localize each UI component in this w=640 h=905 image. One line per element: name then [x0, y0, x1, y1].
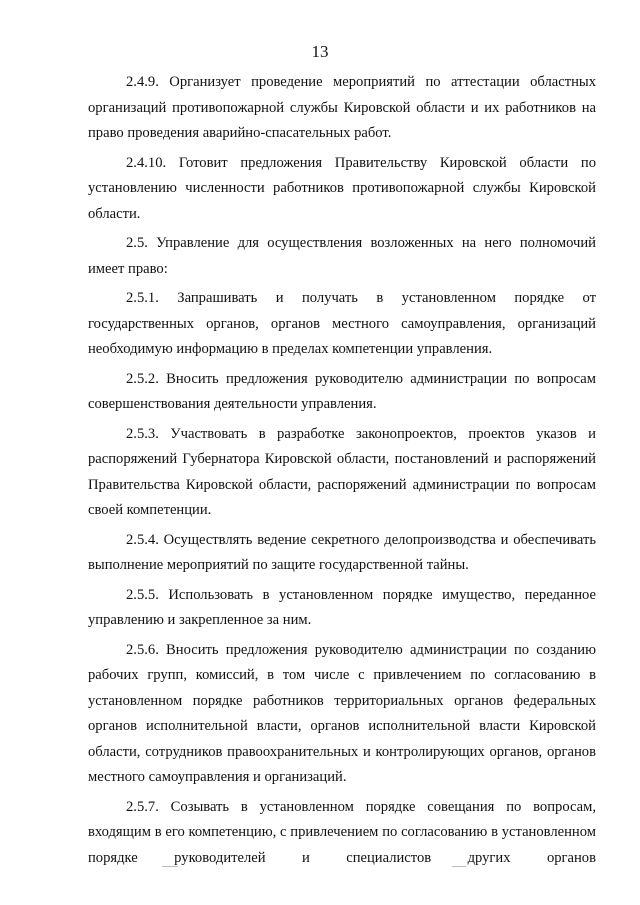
- paragraph-2-5: 2.5. Управление для осуществления возложенных на него полномочий имеет право:: [88, 235, 596, 277]
- paragraph-2-5-1: 2.5.1. Запрашивать и получать в установленном порядке от государственных органов, органов местного самоуправления, организаций необходимую информацию в пределах компетенции управления.: [88, 290, 596, 357]
- paragraph-2-4-9: 2.4.9. Организует проведение мероприятий по аттестации областных организаций противопожарной службы Кировской области и их работников на право проведения аварийно-спасательных работ.: [88, 74, 596, 141]
- paragraph-2-4-10: 2.4.10. Готовит предложения Правительству Кировской области по установлению численности работников противопожарной службы Кировской области.: [88, 154, 596, 222]
- paragraph-2-5-7: 2.5.7. Созывать в установленном порядке совещания по вопросам, входящим в его компетенцию, с привлечением по согласованию в установленном порядке руководителей и специалистов других органов: [88, 798, 596, 866]
- paragraph-2-5-3: 2.5.3. Участвовать в разработке законопроектов, проектов указов и распоряжений Губернатора Кировской области, постановлений и распоряжений Правительства Кировской области, распоряжений администрации по вопросам своей компетенции.: [88, 425, 596, 518]
- paragraph-2-5-4: 2.5.4. Осуществлять ведение секретного делопроизводства и обеспечивать выполнение мероприятий по защите государственной тайны.: [88, 531, 596, 573]
- scan-artifact: [452, 866, 466, 867]
- paragraph-2-5-2: 2.5.2. Вносить предложения руководителю администрации по вопросам совершенствования деятельности управления.: [88, 370, 596, 412]
- paragraph-2-5-6: 2.5.6. Вносить предложения руководителю администрации по созданию рабочих групп, комиссий, в том числе с привлечением по согласованию в установленном порядке работников территориальных органов федеральных органов исполнительной власти, органов исполнительной власти Кировской области, сотрудников правоохранительных и контролирующих органов, органов местного самоуправления и организаций.: [88, 641, 596, 785]
- page-number: 13: [311, 42, 329, 61]
- paragraph-2-5-5: 2.5.5. Использовать в установленном порядке имущество, переданное управлению и закрепленное за ним.: [88, 586, 596, 628]
- document-body: [88, 70, 596, 875]
- scan-artifact: [162, 866, 178, 867]
